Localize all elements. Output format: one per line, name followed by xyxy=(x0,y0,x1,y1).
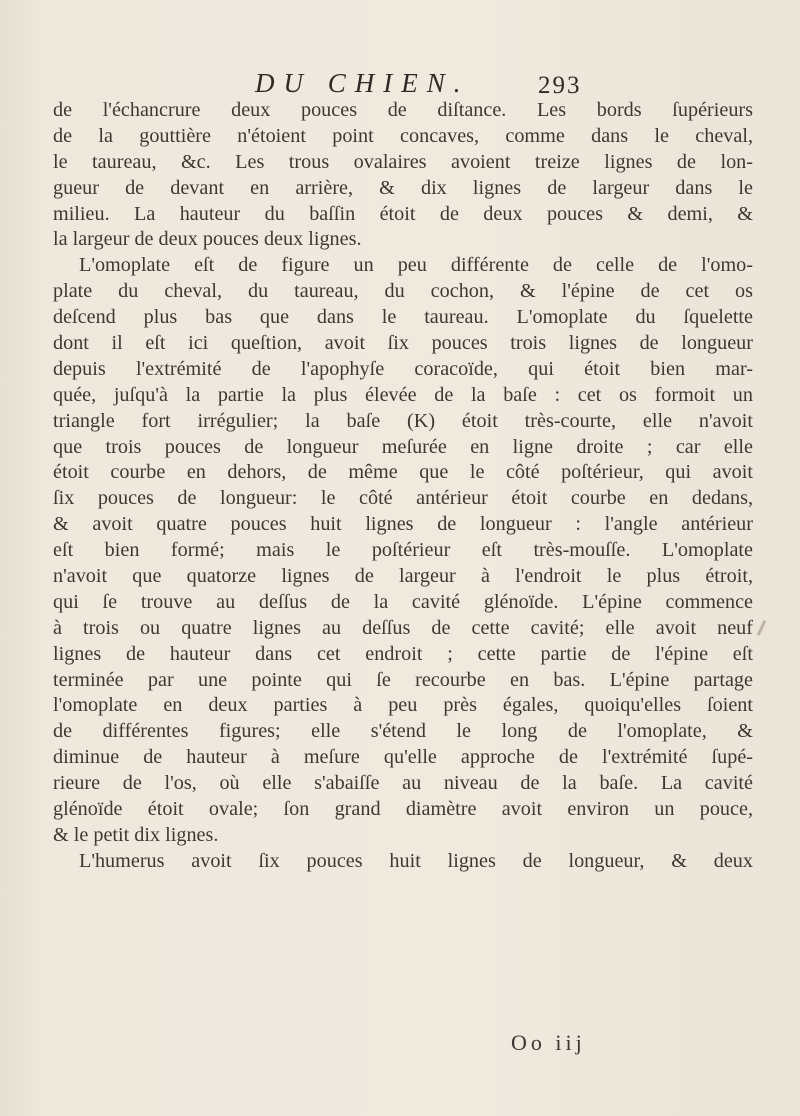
text-line: gueur de devant en arrière, & dix lignes de largeur dans le xyxy=(53,176,753,199)
signature-mark: Oo iij xyxy=(511,1030,586,1055)
text-line: de différentes figures; elle s'étend le long de l'omoplate, & xyxy=(53,720,753,743)
running-title: DU CHIEN. xyxy=(255,68,470,98)
text-line: dont il eſt ici queſtion, avoit ſix pouces trois lignes de longueur xyxy=(53,332,753,355)
text-line: plate du cheval, du taureau, du cochon, & l'épine de cet os xyxy=(53,280,753,303)
text-line: de l'échancrure deux pouces de diſtance. Les bords ſupérieurs xyxy=(53,99,753,121)
text-line: l'omoplate en deux parties à peu près égales, quoiqu'elles ſoient xyxy=(53,694,753,717)
text-line: L'humerus avoit ſix pouces huit lignes de longueur, & deux xyxy=(79,849,753,872)
text-line: eſt bien formé; mais le poſtérieur eſt très-mouſſe. L'omoplate xyxy=(53,539,753,562)
text-line: quée, juſqu'à la partie la plus élevée de la baſe : cet os formoit un xyxy=(53,383,753,406)
page-number: 293 xyxy=(538,72,582,99)
margin-pencil-mark xyxy=(757,620,766,636)
text-line: de la gouttière n'étoient point concaves, comme dans le cheval, xyxy=(53,124,753,147)
text-line: que trois pouces de longueur meſurée en ligne droite ; car elle xyxy=(53,435,753,458)
text-line: n'avoit que quatorze lignes de largeur à l'endroit le plus étroit, xyxy=(53,565,753,588)
text-line: terminée par une pointe qui ſe recourbe en bas. L'épine partage xyxy=(53,668,753,691)
text-line: lignes de hauteur dans cet endroit ; cette partie de l'épine eſt xyxy=(53,642,753,665)
text-line: à trois ou quatre lignes au deſſus de cette cavité; elle avoit neuf xyxy=(53,616,753,639)
text-line: la largeur de deux pouces deux lignes. xyxy=(53,228,362,251)
text-line: étoit courbe en dehors, de même que le côté poſtérieur, qui avoit xyxy=(53,461,753,484)
text-line: ſix pouces de longueur: le côté antérieur étoit courbe en dedans, xyxy=(53,487,753,510)
text-line: & avoit quatre pouces huit lignes de longueur : l'angle antérieur xyxy=(53,513,753,536)
text-line: le taureau, &c. Les trous ovalaires avoient treize lignes de lon- xyxy=(53,150,753,173)
text-line: triangle fort irrégulier; la baſe (K) étoit très-courte, elle n'avoit xyxy=(53,409,753,432)
text-line: glénoïde étoit ovale; ſon grand diamètre avoit environ un pouce, xyxy=(53,798,753,821)
text-line: qui ſe trouve au deſſus de la cavité glénoïde. L'épine commence xyxy=(53,590,753,613)
text-line: & le petit dix lignes. xyxy=(53,823,219,846)
text-line: L'omoplate eſt de figure un peu différente de celle de l'omo- xyxy=(79,254,753,277)
text-line: deſcend plus bas que dans le taureau. L'omoplate du ſquelette xyxy=(53,306,753,329)
body-text xyxy=(53,98,753,875)
text-line: depuis l'extrémité de l'apophyſe coracoïde, qui étoit bien mar- xyxy=(53,357,753,380)
text-line: rieure de l'os, où elle s'abaiſſe au niveau de la baſe. La cavité xyxy=(53,772,753,795)
text-line: diminue de hauteur à meſure qu'elle approche de l'extrémité ſupé- xyxy=(53,746,753,769)
text-line: milieu. La hauteur du baſſin étoit de deux pouces & demi, & xyxy=(53,202,753,225)
